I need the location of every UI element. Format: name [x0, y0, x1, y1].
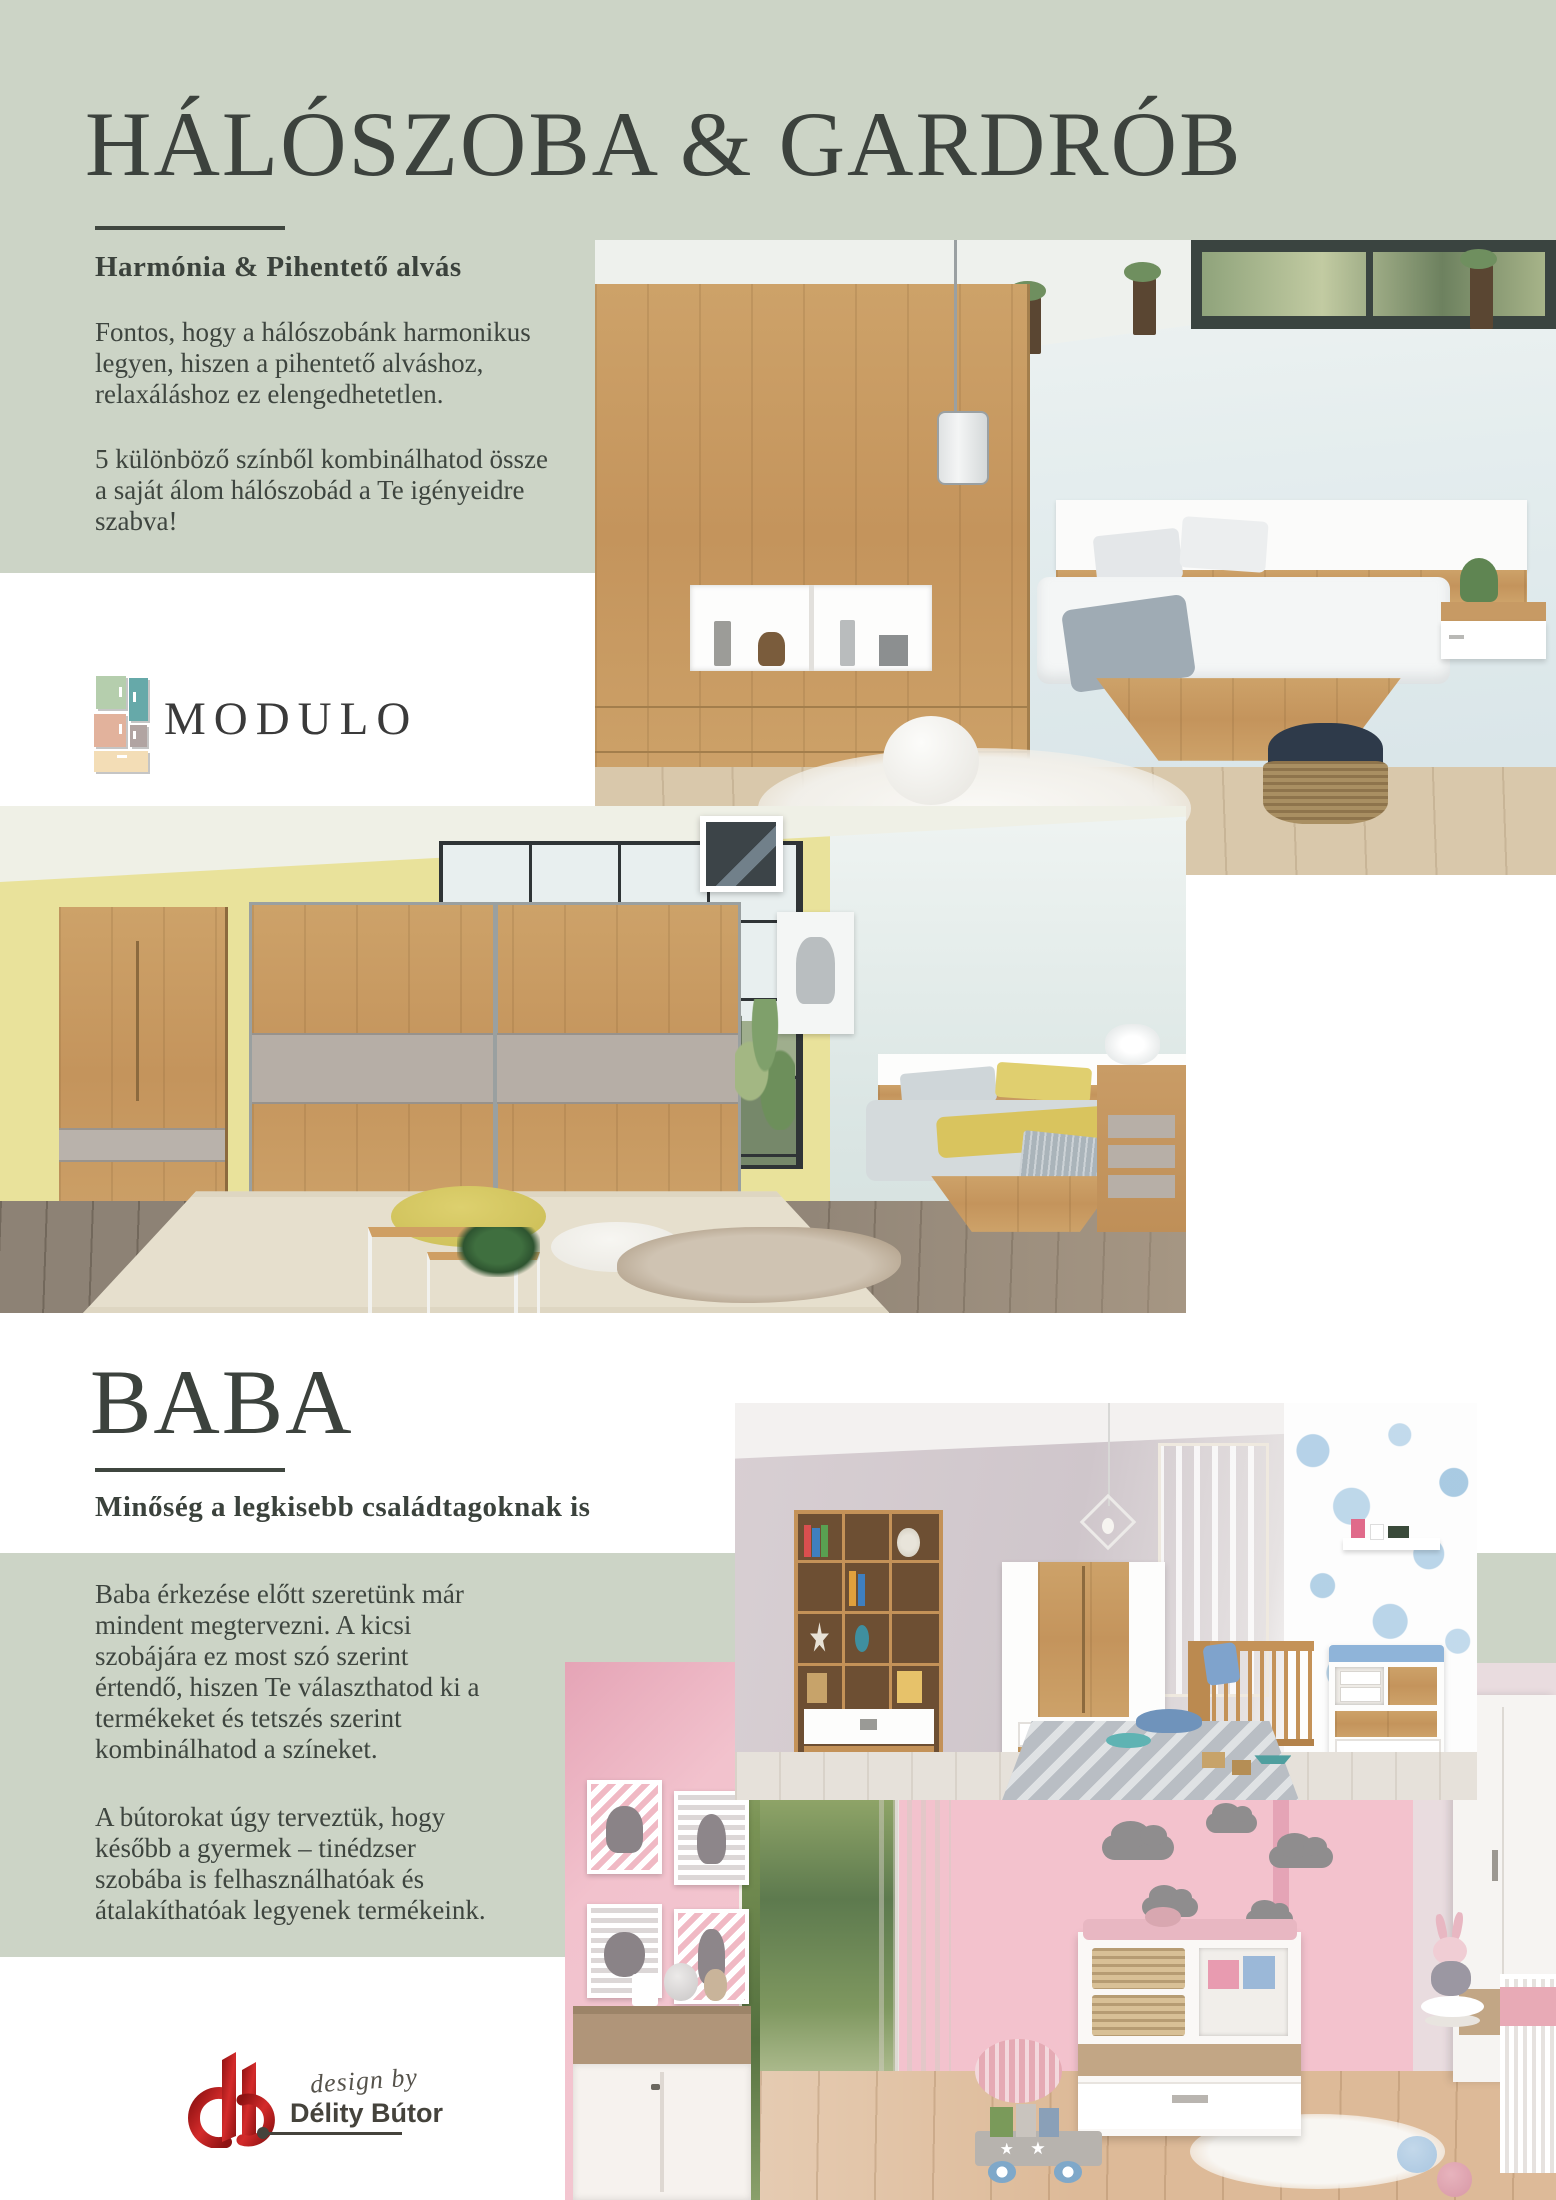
photo-bedroom-sliding-wardrobe — [0, 806, 1186, 1313]
delity-underline — [266, 2132, 402, 2135]
nightstand-top — [1441, 602, 1547, 621]
wardrobe-wall — [595, 284, 1030, 786]
bookshelf — [794, 1510, 943, 1788]
white-chest — [573, 2006, 751, 2200]
page-title: HÁLÓSZOBA & GARDRÓB — [85, 93, 1243, 195]
animal-print-rhino — [587, 1780, 662, 1874]
baba-subtitle: Minőség a legkisebb családtagoknak is — [95, 1491, 591, 1523]
yellow-pillow — [995, 1061, 1092, 1103]
toy-wagon — [975, 2125, 1102, 2184]
wall-planter — [1470, 265, 1493, 329]
cloud-decal-icon — [1206, 1813, 1258, 1832]
ampersand-ornament — [632, 1974, 658, 2006]
delity-tagline: design by — [309, 2062, 419, 2099]
changing-dresser — [1078, 1932, 1301, 2136]
delity-dot-icon — [257, 2127, 269, 2139]
window-strip — [1191, 240, 1556, 329]
pillow — [1180, 516, 1270, 573]
modulo-logo — [92, 674, 472, 776]
tall-plant — [735, 999, 794, 1131]
modulo-cream-square-icon — [94, 751, 148, 772]
delity-logo — [180, 2048, 444, 2158]
modulo-green-square-icon — [96, 676, 126, 709]
framed-picture — [700, 816, 783, 892]
table-plant — [457, 1227, 540, 1278]
wicker-basket — [1263, 761, 1388, 825]
ball-lamp — [664, 1963, 698, 2001]
nightstand-drawer — [1441, 621, 1547, 659]
white-crib — [1500, 1974, 1556, 2172]
hero-subtitle: Harmónia & Pihentető alvás — [95, 251, 462, 283]
baba-title: BABA — [90, 1351, 354, 1453]
wood-block — [1232, 1760, 1251, 1774]
baba-paragraph-1: Baba érkezése előtt szeretünk már mindent megtervezni. A kicsi szobájára ez most szó szerint értendő, hiszen Te választhatod ki a termékeket és tetszés szerint kombinálhatod a színeket. — [95, 1579, 480, 1764]
title-rule — [95, 226, 285, 230]
wood-block — [1202, 1752, 1224, 1768]
photo-baby-room-blue-dots — [735, 1403, 1477, 1800]
photo-bedroom-oak-wardrobe — [595, 240, 1556, 875]
hero-paragraph-2: 5 különböző színből kombinálhatod össze a saját álom hálószobád a Te igényeidre szabva! — [95, 444, 548, 536]
delity-brand: Délity Bútor — [290, 2098, 444, 2128]
gray-throw — [1061, 594, 1196, 693]
plant — [1460, 558, 1498, 602]
modulo-peach-square-icon — [94, 714, 126, 747]
wall-planter — [1133, 278, 1156, 335]
cloud-decal-icon — [1102, 1835, 1174, 1860]
toy-ball-blue — [1397, 2136, 1437, 2174]
sideboard — [1097, 1065, 1186, 1232]
baba-rule — [95, 1468, 285, 1472]
modulo-mauve-square-icon — [130, 725, 147, 747]
knit-pouf — [883, 716, 979, 805]
pendant-cord — [1108, 1403, 1110, 1506]
pendant-lamp-icon — [937, 411, 989, 485]
gray-rug — [1002, 1721, 1299, 1800]
baba-paragraph-2: A bútorokat úgy terveztük, hogy később a gyermek – tinédzser szobába is felhasználhatóak és átalakíthatóak legyenek termékeink. — [95, 1802, 486, 1925]
modulo-brand-text: MODULO — [164, 693, 419, 745]
hero-paragraph-1: Fontos, hogy a hálószobánk harmonikus legyen, hiszen a pihentető alváshoz, relaxáláshoz ez elengedhetetlen. — [95, 317, 531, 409]
pendant-bulb — [1102, 1518, 1114, 1534]
bunny-plush — [1429, 1926, 1477, 1996]
animal-print-monkey — [674, 1791, 749, 1885]
teddy — [704, 1969, 728, 2001]
cloud-decal-icon — [1269, 1846, 1333, 1869]
photo-pink-room-animal-prints — [565, 1662, 763, 2200]
sliding-wardrobe — [249, 902, 741, 1227]
modulo-teal-square-icon — [129, 678, 148, 721]
pendant-cord — [954, 240, 957, 418]
wall-shelf — [1343, 1538, 1439, 1550]
whale-plush — [1136, 1709, 1203, 1733]
teal-plush — [1106, 1733, 1151, 1749]
table-lamp — [1105, 1024, 1160, 1065]
toy-ball-pink — [1437, 2162, 1472, 2196]
